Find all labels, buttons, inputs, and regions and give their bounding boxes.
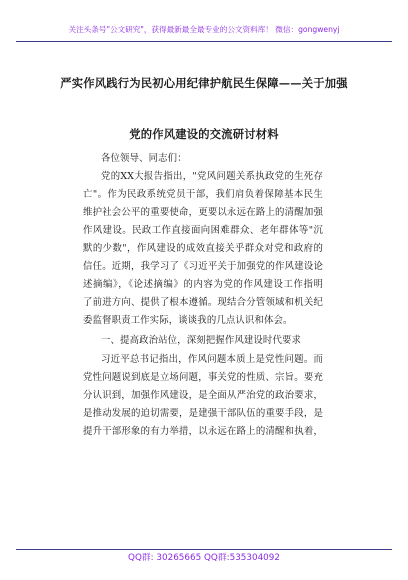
body-line: 默的少数"，作风建设的成效直接关乎群众对党和政府的 — [83, 243, 323, 254]
body-line: 亡"。作为民政系统党员干部，我们肩负着保障基本民生 — [83, 189, 323, 200]
salutation: 各位领导、同志们： — [101, 153, 187, 164]
document-title-line-1: 严实作风践行为民初心用纪律护航民生保障——关于加强 — [60, 76, 348, 90]
body-line: 维护社会公平的重要使命，更要以永远在路上的清醒加强 — [83, 207, 323, 218]
body-line: 分认识到，加强作风建设，是全面从严治党的政治要求， — [83, 390, 323, 401]
body-line: 党性问题说到底是立场问题，事关党的性质、宗旨。要充 — [83, 372, 323, 383]
body-line: 了前进方向、提供了根本遵循。现结合分管领域和机关纪 — [83, 297, 323, 308]
body-line: 作风建设。民政工作直接面向困难群众、老年群体等"沉 — [83, 225, 323, 236]
header-divider — [16, 41, 392, 42]
body-line: 信任。近期，我学习了《习近平关于加强党的作风建设论 — [83, 261, 323, 272]
body-line: 提升干部形象的有力举措，以永远在路上的清醒和执着， — [83, 426, 323, 437]
section-heading: 一、提高政治站位，深刻把握作风建设时代要求 — [101, 335, 302, 346]
footer-qq-groups: QQ群: 30265665 QQ群:535304092 — [128, 553, 280, 563]
page-footer — [0, 542, 408, 572]
body-line: 习近平总书记指出，作风问题本质上是党性问题。而 — [101, 354, 323, 365]
header-promo-text: 关注头条号"公文研究"，获得最新最全最专业的公文资料库！ 微信：gongwenyj — [68, 25, 340, 34]
document-title-line-2: 党的作风建设的交流研讨材料 — [129, 127, 279, 141]
body-line: 述摘编》，《论述摘编》的内容为党的作风建设工作指明 — [83, 279, 323, 290]
body-line: 委监督职责工作实际，谈谈我的几点认识和体会。 — [83, 315, 293, 326]
body-line: 是推动发展的迫切需要，是建强干部队伍的重要手段，是 — [83, 408, 323, 419]
page-header — [0, 0, 408, 46]
body-line: 党的XX大报告指出，"党风问题关系执政党的生死存 — [101, 171, 323, 182]
